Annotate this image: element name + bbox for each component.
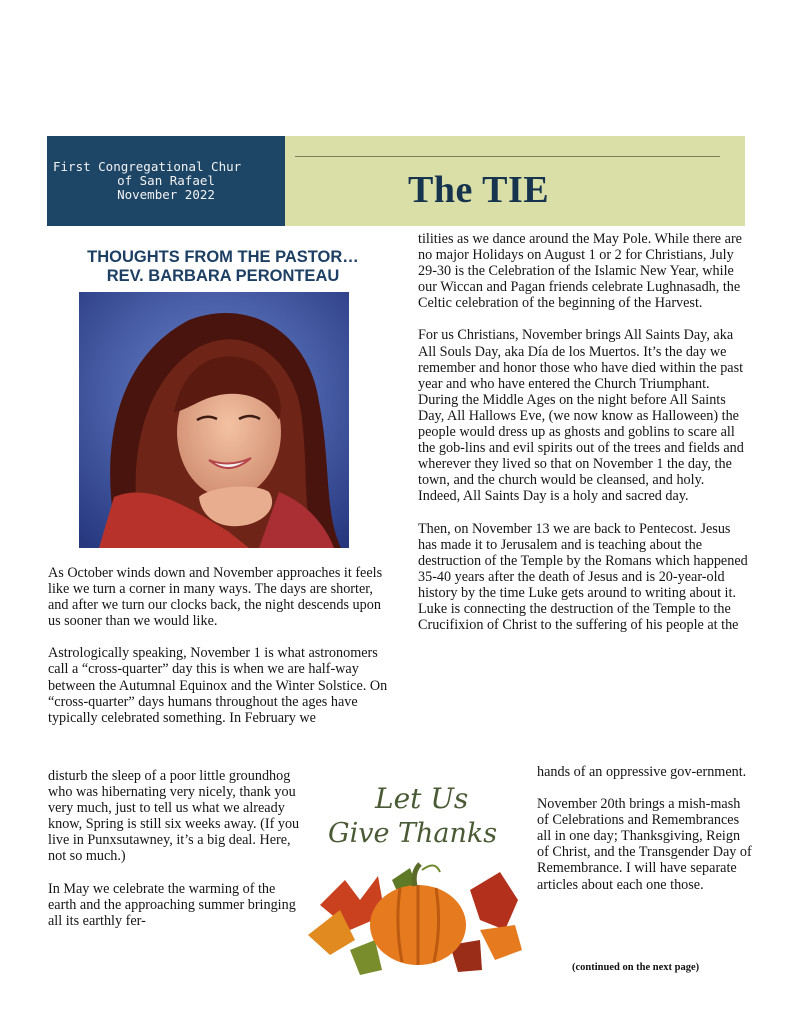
article-right-column bbox=[418, 231, 748, 633]
issue-date: November 2022 bbox=[117, 187, 215, 202]
article-left-wrap-column bbox=[48, 768, 302, 929]
article-paragraph: disturb the sleep of a poor little groundhog who was hibernating very nicely, thank you very much, just to tell us what we already know, Spring is still six weeks away. (If you live in Punxsutawney, it’s a big deal. Here, not so much.) bbox=[48, 768, 300, 865]
article-paragraph: For us Christians, November brings All Saints Day, aka All Souls Day, aka Día de los Muertos. It’s the day we remember and honor those who have died within the past year and who have entered the Church Triumphant. During the Middle Ages on the night before All Saints Day, All Hallows Eve, (we now know as Halloween) the people would dress up as ghosts and goblins to scare all the gob-lins and evil spirits out of the trees and fields and wherever they lived so that on November 1 the day, the town, and the church would be cleansed, and holy. Indeed, All Saints Day is a holy and sacred day. bbox=[418, 327, 744, 505]
article-paragraph: tilities as we dance around the May Pole. While there are no major Holidays on August 1 or 2 for Christians, July 29-30 is the Celebration of the Islamic New Year, while our Wiccan and Pagan friends celebrate Lughnasadh, the Celtic celebration of the beginning of the Harvest. bbox=[418, 231, 742, 312]
masthead-rule bbox=[295, 156, 720, 157]
give-thanks-line2: Give Thanks bbox=[328, 818, 498, 849]
newsletter-title: The TIE bbox=[408, 169, 550, 211]
church-name-line2: of San Rafael bbox=[117, 173, 215, 188]
masthead-church-block bbox=[47, 136, 285, 226]
church-name-line1: First Congregational Chur bbox=[53, 159, 242, 174]
pastor-column-heading bbox=[48, 248, 398, 286]
article-left-column bbox=[48, 565, 396, 726]
pastor-heading-line1: THOUGHTS FROM THE PASTOR… bbox=[87, 248, 359, 266]
pastor-heading-line2: REV. BARBARA PERONTEAU bbox=[106, 267, 340, 285]
article-paragraph: Astrologically speaking, November 1 is what astronomers call a “cross-quarter” day this is when we are half-way between the Autumnal Equinox and the Winter Solstice. On “cross-quarter” days humans throughout the ages have typically celebrated something. In February we bbox=[48, 645, 388, 726]
continued-note: (continued on the next page) bbox=[572, 962, 700, 973]
masthead-title-block bbox=[285, 136, 745, 226]
article-paragraph: In May we celebrate the warming of the earth and the approaching summer bringing all its earthly fer- bbox=[48, 880, 296, 929]
article-paragraph: hands of an oppressive gov-ernment. bbox=[537, 764, 747, 780]
give-thanks-graphic bbox=[300, 780, 532, 978]
article-right-wrap-column bbox=[537, 764, 752, 893]
article-paragraph: Then, on November 13 we are back to Pentecost. Jesus has made it to Jerusalem and is teaching about the destruction of the Temple by the Romans which happened 35-40 years after the death of Jesus and is 20-year-old history by the time Luke gets around to writing about it. Luke is connecting the destruction of the Temple to the Crucifixion of Christ to the suffering of his people at the bbox=[418, 520, 748, 634]
pastor-portrait bbox=[79, 292, 349, 548]
article-paragraph: As October winds down and November approaches it feels like we turn a corner in many ways. The days are shorter, and after we turn our clocks back, the night descends upon us sooner than we would like. bbox=[48, 565, 383, 630]
article-paragraph: November 20th brings a mish-mash of Celebrations and Remembrances all in one day; Thanksgiving, Reign of Christ, and the Transgender Day of Remembrance. I will have separate articles about each one those. bbox=[537, 796, 752, 893]
give-thanks-line1: Let Us bbox=[375, 782, 469, 815]
